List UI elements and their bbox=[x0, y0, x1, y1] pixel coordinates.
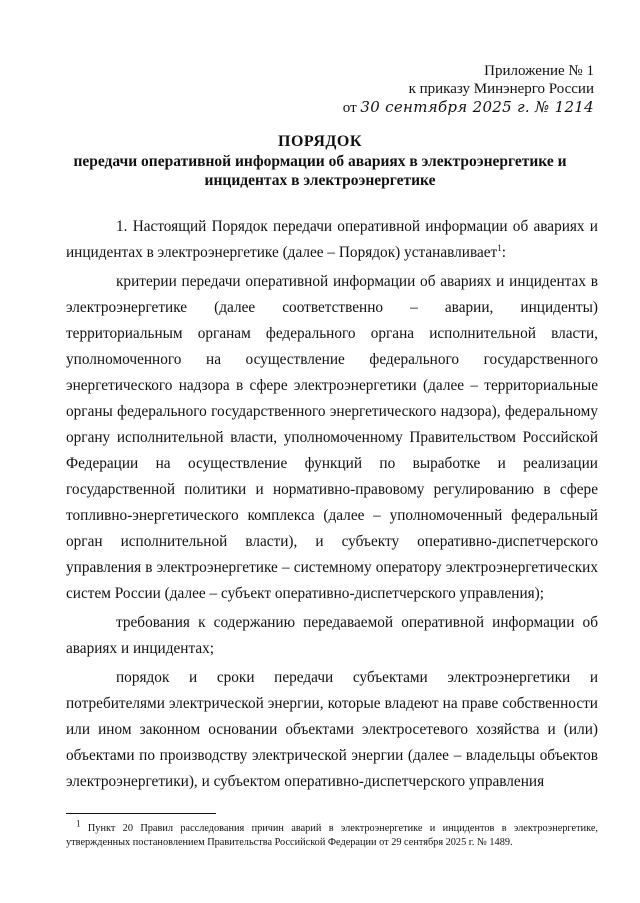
paragraph-3: требования к содержанию передаваемой оперативной информации об авариях и инцидентах; bbox=[66, 614, 598, 657]
title-subtitle: передачи оперативной информации об авариях в электроэнергетике и инцидентах в электроэнергетике bbox=[73, 153, 567, 189]
document-title bbox=[40, 132, 600, 190]
footnote-divider bbox=[66, 813, 216, 814]
footnote bbox=[66, 818, 598, 850]
document-body bbox=[66, 214, 598, 795]
appendix-header bbox=[343, 62, 594, 117]
footnote-reference: 1 bbox=[497, 242, 502, 253]
appendix-date-prefix: от bbox=[342, 100, 357, 116]
paragraph-4: порядок и сроки передачи субъектами электроэнергетики и потребителями электрической энергии, которые владеют на праве собственности или ином законном основании объектами электросетевого хозяйства и (или) объектами по производству электрической энергии (далее – владельцы объектов электроэнергетики), и субъектом оперативно-диспетчерского управления bbox=[66, 669, 598, 790]
appendix-date-line bbox=[343, 98, 594, 117]
title-main: ПОРЯДОК bbox=[278, 133, 362, 150]
paragraph-1-text: 1. Настоящий Порядок передачи оперативной информации об авариях и инцидентах в электроэнергетике (далее – Порядок) устанавливает bbox=[66, 218, 598, 261]
handwritten-date: 30 сентября 2025 г. № 1214 bbox=[360, 98, 594, 116]
paragraph-2: критерии передачи оперативной информации об авариях и инцидентах в электроэнергетике (далее соответственно – аварии, инциденты) территориальным органам федерального органа исполнительной власти, уполномоченного на осуществление федерального государственного энергетического надзора в сфере электроэнергетики (далее – территориальные органы федерального государственного энергетического надзора), федеральному органу исполнительной власти, уполномоченному Правительством Российской Федерации на осуществление функций по выработке и реализации государственной политики и нормативно-правовому регулированию в сфере топливно-энергетического комплекса (далее – уполномоченный федеральный орган исполнительной власти), и субъекту оперативно-диспетчерского управления в электроэнергетике – системному оператору электроэнергетических систем России (далее – субъект оперативно-диспетчерского управления); bbox=[66, 273, 598, 602]
footnote-text: Пункт 20 Правил расследования причин аварий в электроэнергетике и инцидентов в электроэнергетике, утвержденных постановлением Правительства Российской Федерации от 29 сентября 2025 г. № 1489. bbox=[66, 823, 598, 848]
appendix-order-reference: к приказу Минэнерго России bbox=[408, 81, 594, 97]
appendix-number: Приложение № 1 bbox=[484, 63, 594, 79]
paragraph-1: 1. Настоящий Порядок передачи оперативной информации об авариях и инцидентах в электроэнергетике (далее – Порядок) устанавливает$^1$: bbox=[66, 218, 598, 261]
footnote-marker: 1 bbox=[76, 818, 81, 829]
